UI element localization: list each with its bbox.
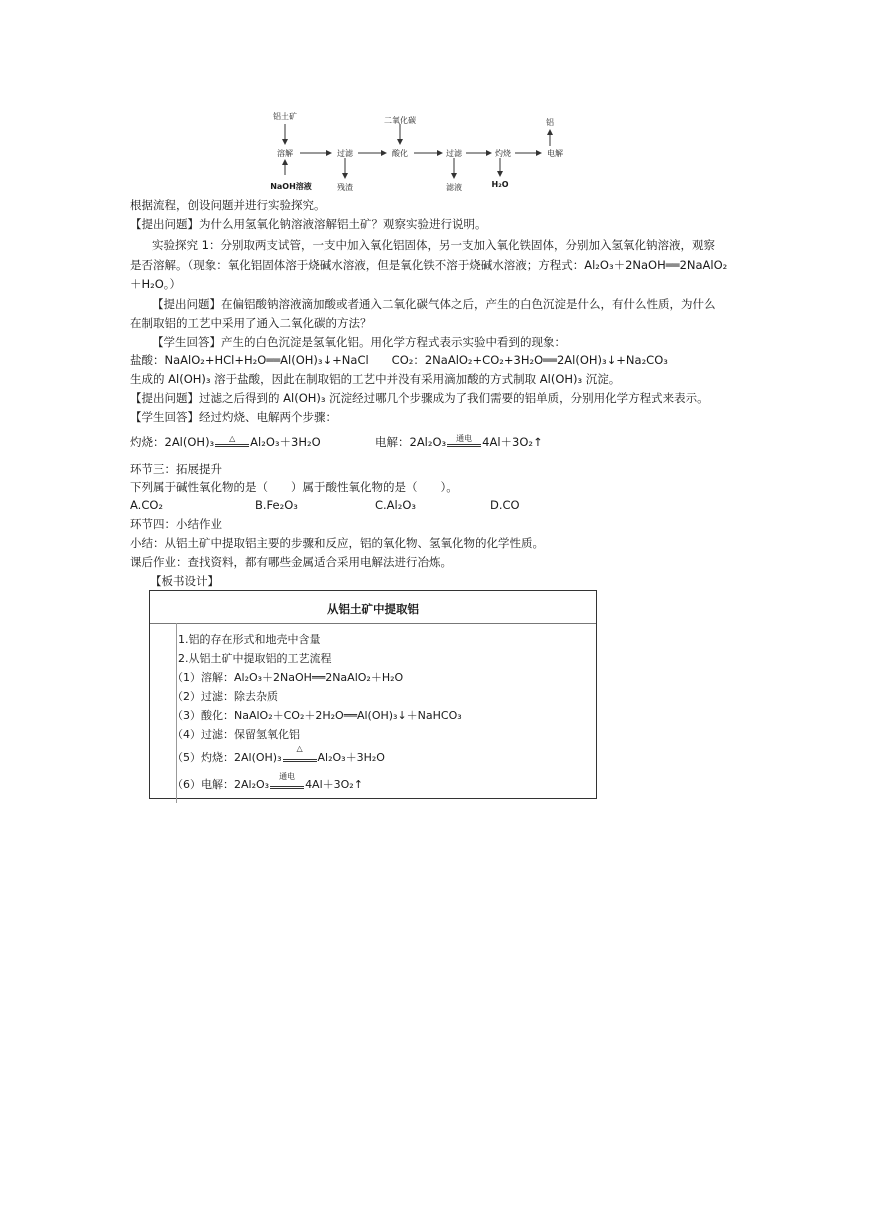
node-acidify: 酸化 (392, 149, 408, 158)
node-naoh: NaOH溶液 (270, 182, 312, 191)
board-design-box (149, 590, 597, 799)
step6-label: （6）电解：2Al₂O₃ (172, 778, 270, 791)
heat-symbol: △ (229, 433, 236, 443)
board-step-5 (172, 744, 385, 765)
heat-symbol: △ (296, 744, 303, 753)
board-step-1: （1）溶解：Al₂O₃＋2NaOH══2NaAlO₂＋H₂O (172, 671, 404, 684)
text-line: 是否溶解。（现象：氧化铝固体溶于烧碱水溶液，但是氧化铁不溶于烧碱水溶液；方程式：Al₂O₃＋2NaOH══2NaAlO₂ (130, 258, 728, 272)
option-c: C.Al₂O₃ (375, 498, 417, 512)
divider (150, 623, 596, 624)
equation-line: 盐酸：NaAlO₂+HCl+H₂O══Al(OH)₃↓+NaCl CO₂：2NaAlO₂+CO₂+3H₂O══2Al(OH)₃↓+Na₂CO₃ (130, 353, 668, 367)
calcine-label: 灼烧：2Al(OH)₃ (130, 435, 215, 449)
text-line: 环节四：小结作业 (130, 517, 222, 531)
board-step-2: （2）过滤：除去杂质 (172, 690, 278, 703)
node-residue: 残渣 (337, 183, 353, 192)
process-flowchart (0, 0, 869, 200)
text-line: 【板书设计】 (150, 574, 219, 588)
text-line: 小结：从铝土矿中提取铝主要的步骤和反应，铝的氧化物、氢氧化物的化学性质。 (130, 536, 544, 550)
node-electrolysis: 电解 (547, 149, 563, 158)
condition-arrow (447, 433, 481, 448)
text-line: 【学生回答】产生的白色沉淀是氢氧化铝。用化学方程式表示实验中看到的现象： (152, 335, 566, 349)
board-step-3: （3）酸化：NaAlO₂＋CO₂＋2H₂O══Al(OH)₃↓＋NaHCO₃ (172, 709, 462, 722)
text-line: 【提出问题】为什么用氢氧化钠溶液溶解铝土矿？观察实验进行说明。 (130, 217, 487, 231)
node-water: H₂O (491, 180, 509, 189)
elec-label: 电解：2Al₂O₃ (375, 435, 447, 449)
condition-arrow (215, 433, 249, 448)
text-line: 课后作业：查找资料，都有哪些金属适合采用电解法进行冶炼。 (130, 555, 452, 569)
condition-arrow (270, 772, 304, 790)
node-filtrate: 滤液 (446, 183, 462, 192)
board-step-6 (172, 772, 363, 792)
text-line: 下列属于碱性氧化物的是（ ）属于酸性氧化物的是（ ）。 (130, 480, 458, 494)
text-line: 生成的 Al(OH)₃ 溶于盐酸，因此在制取铝的工艺中并没有采用滴加酸的方式制取 Al(OH)₃ 沉淀。 (130, 372, 621, 386)
option-b: B.Fe₂O₃ (255, 498, 298, 512)
board-item-1: 1.铝的存在形式和地壳中含量 (178, 633, 321, 646)
node-co2: 二氧化碳 (384, 116, 416, 125)
text-line: 【学生回答】经过灼烧、电解两个步骤： (130, 410, 337, 424)
text-line: 【提出问题】在偏铝酸钠溶液滴加酸或者通入二氧化碳气体之后，产生的白色沉淀是什么，有什么性质，为什么 (152, 297, 716, 311)
node-ore: 铝土矿 (273, 112, 297, 121)
board-step-4: （4）过滤：保留氢氧化铝 (172, 728, 300, 741)
option-d: D.CO (490, 498, 520, 512)
board-item-2: 2.从铝土矿中提取铝的工艺流程 (178, 652, 332, 665)
text-line: 在制取铝的工艺中采用了通入二氧化碳的方法？ (130, 316, 372, 330)
elec-products: 4Al＋3O₂↑ (482, 435, 543, 449)
step5-label: （5）灼烧：2Al(OH)₃ (172, 751, 282, 764)
node-aluminum: 铝 (546, 118, 554, 127)
step5-products: Al₂O₃＋3H₂O (317, 751, 385, 764)
electric-condition: 通电 (279, 772, 296, 781)
node-filter1: 过滤 (337, 149, 353, 158)
condition-arrow (283, 744, 317, 763)
text-line: 【提出问题】过滤之后得到的 Al(OH)₃ 沉淀经过哪几个步骤成为了我们需要的铝单质，分别用化学方程式来表示。 (130, 391, 709, 405)
calcine-equation (130, 433, 321, 452)
node-filter2: 过滤 (446, 149, 462, 158)
option-a: A.CO₂ (130, 498, 164, 512)
node-calcine: 灼烧 (495, 149, 511, 158)
text-line: 环节三：拓展提升 (130, 462, 222, 476)
electric-condition: 通电 (456, 433, 473, 443)
text-line: 根据流程，创设问题并进行实验探究。 (130, 198, 326, 212)
text-line: 实验探究 1：分别取两支试管，一支中加入氧化铝固体，另一支加入氧化铁固体，分别加入氢氧化钠溶液，观察 (152, 238, 715, 252)
text-line: ＋H₂O。） (130, 277, 182, 291)
node-dissolve: 溶解 (277, 149, 293, 158)
calcine-products: Al₂O₃＋3H₂O (250, 435, 321, 449)
electrolysis-equation (375, 433, 543, 452)
board-title: 从铝土矿中提取铝 (327, 602, 419, 616)
step6-products: 4Al＋3O₂↑ (305, 778, 363, 791)
flowchart-arrows (0, 0, 869, 200)
